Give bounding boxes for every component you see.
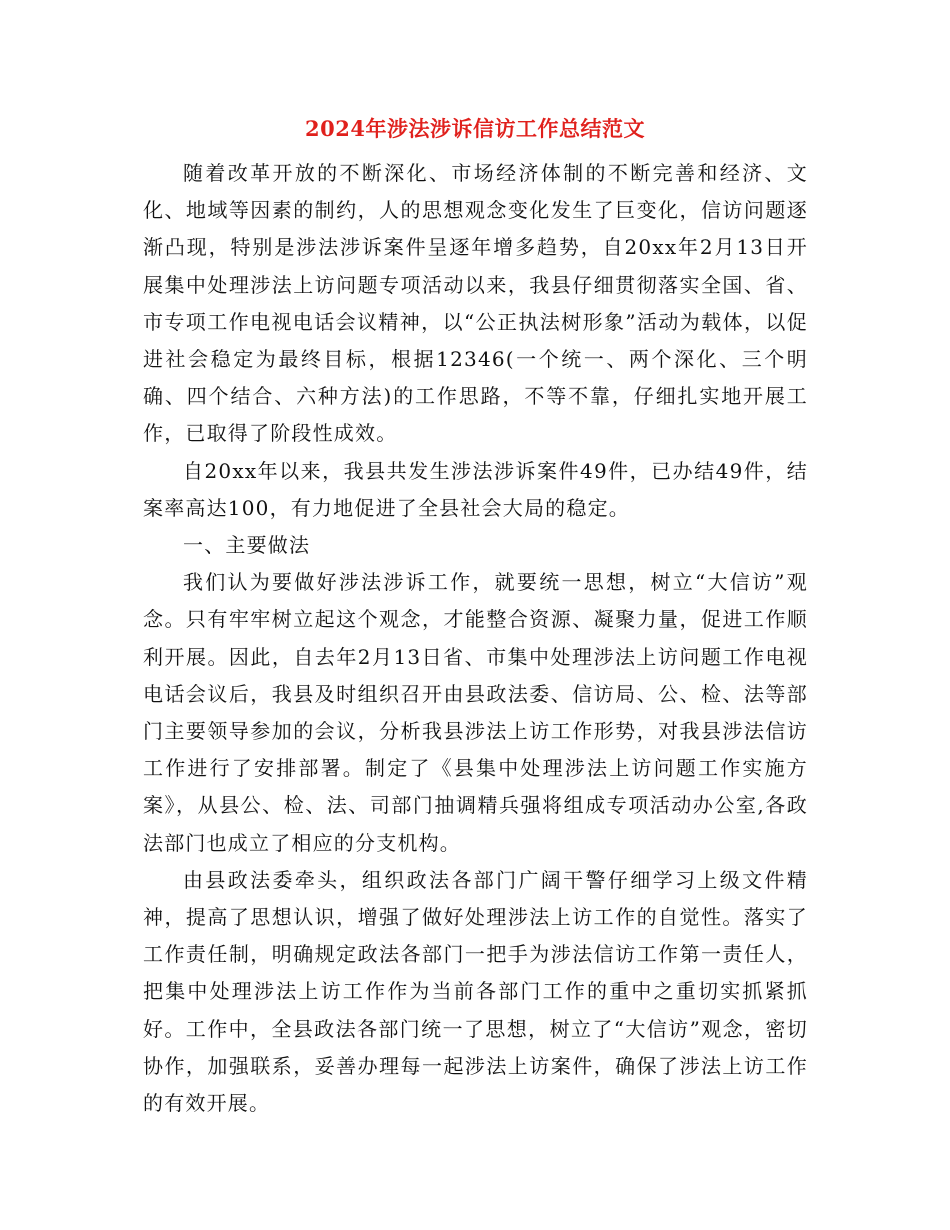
section-paragraph-1: 我们认为要做好涉法涉诉工作，就要统一思想，树立“大信访”观念。只有牢牢树立起这个观念，才能整合资源、凝聚力量，促进工作顺利开展。因此，自去年2月13日省、市集中处理涉法上访问题工作电视电话会议后，我县及时组织召开由县政法委、信访局、公、检、法等部门主要领导参加的会议，分析我县涉法上访工作形势，对我县涉法信访工作进行了安排部署。制定了《县集中处理涉法上访问题工作实施方案》，从县公、检、法、司部门抽调精兵强将组成专项活动办公室,各政法部门也成立了相应的分支机构。 xyxy=(143,570,808,855)
section-paragraph-2: 由县政法委牵头，组织政法各部门广阔干警仔细学习上级文件精神，提高了思想认识，增强了做好处理涉法上访工作的自觉性。落实了工作责任制，明确规定政法各部门一把手为涉法信访工作第一责任人，把集中处理涉法上访工作作为当前各部门工作的重中之重切实抓紧抓好。工作中，全县政法各部门统一了思想，树立了“大信访”观念，密切协作，加强联系，妥善办理每一起涉法上访案件，确保了涉法上访工作的有效开展。 xyxy=(143,867,808,1116)
body-paragraph-1: 随着改革开放的不断深化、市场经济体制的不断完善和经济、文化、地域等因素的制约，人的思想观念变化发生了巨变化，信访问题逐渐凸现，特别是涉法涉诉案件呈逐年增多趋势，自20xx年2月13日开展集中处理涉法上访问题专项活动以来，我县仔细贯彻落实全国、省、市专项工作电视电话会议精神，以“公正执法树形象”活动为载体，以促进社会稳定为最终目标，根据12346(一个统一、两个深化、三个明确、四个结合、六种方法)的工作思路，不等不靠，仔细扎实地开展工作，已取得了阶段性成效。 xyxy=(143,161,808,446)
document-title: 2024年涉法涉诉信访工作总结范文 xyxy=(305,116,645,141)
body-paragraph-2: 自20xx年以来，我县共发生涉法涉诉案件49件，已办结49件，结案率高达100，有力地促进了全县社会大局的稳定。 xyxy=(143,458,808,520)
section-heading: 一、主要做法 xyxy=(183,533,311,558)
document-body xyxy=(143,155,808,1122)
